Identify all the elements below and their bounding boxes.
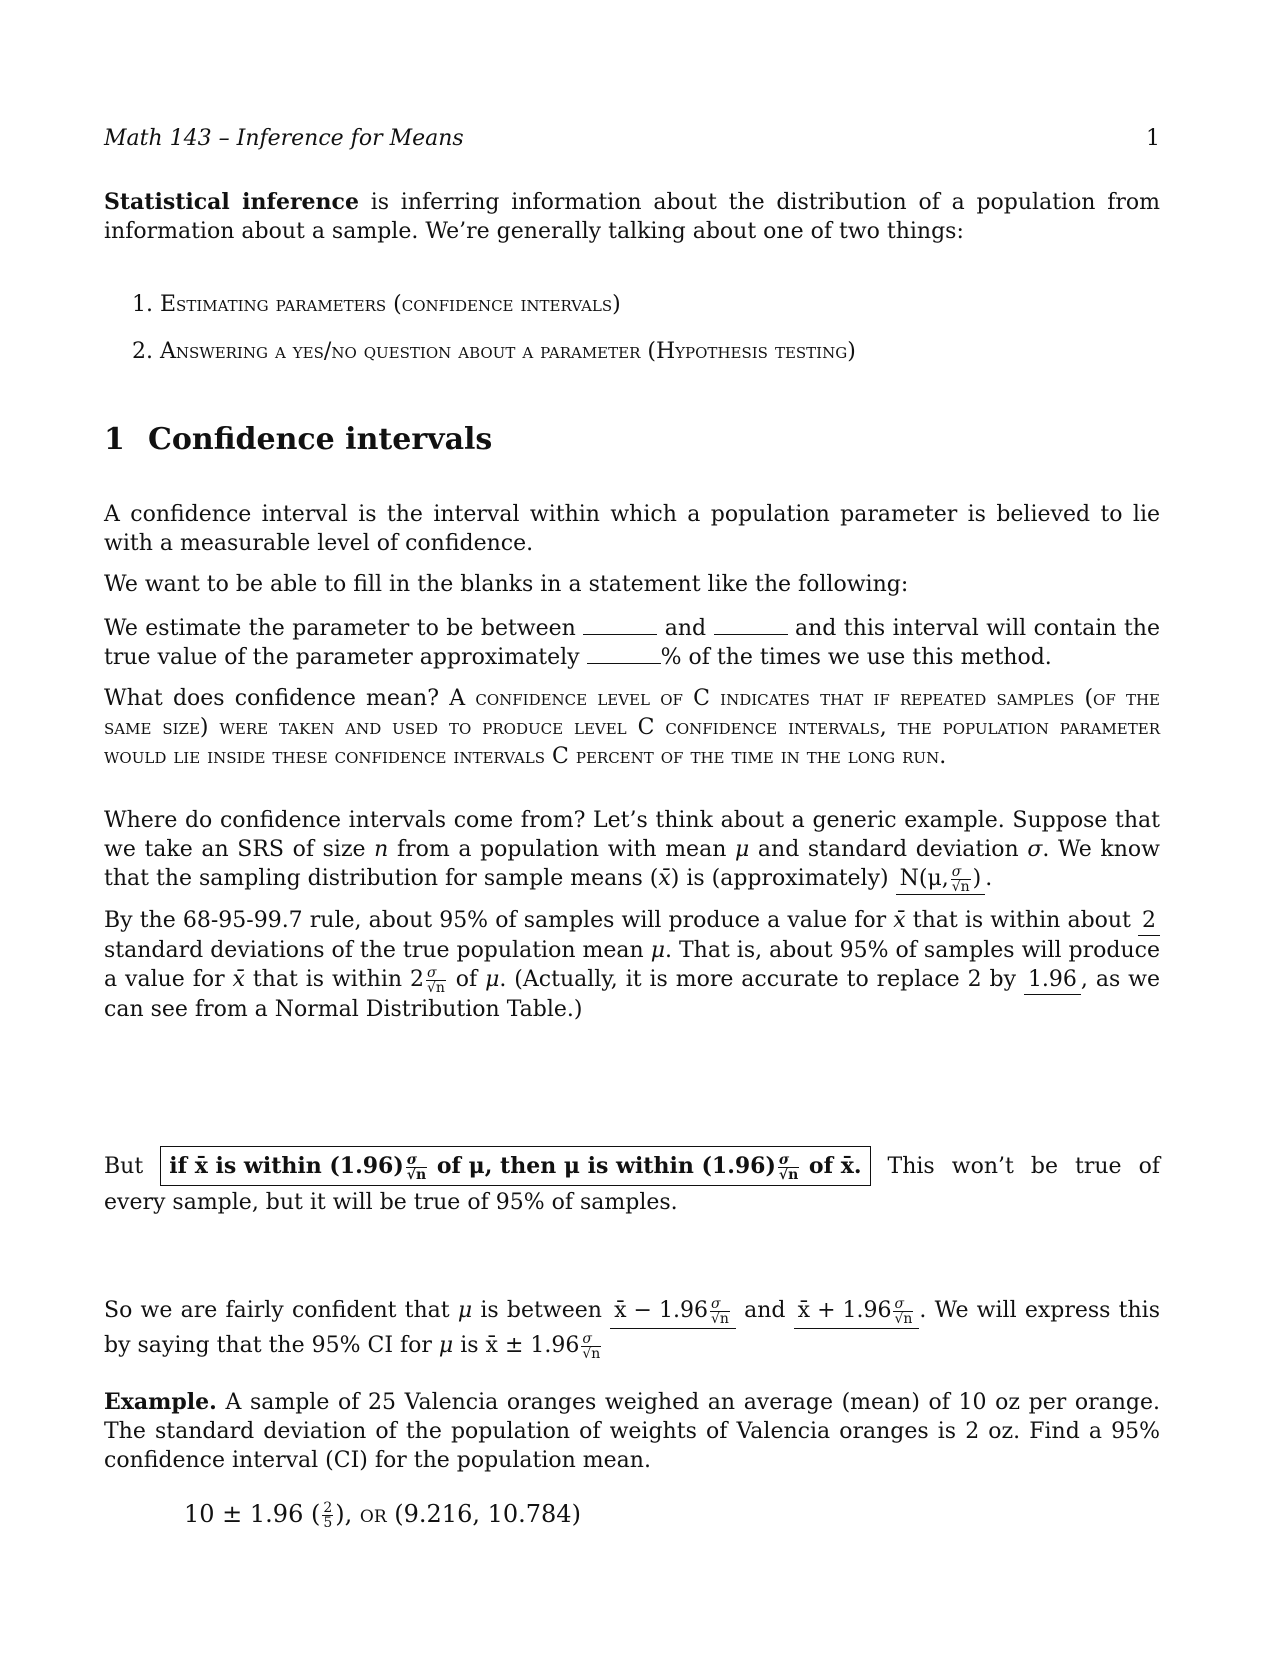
box-text-1: if x̄ is within (1.96) xyxy=(169,1153,404,1179)
solution-or: or xyxy=(359,1500,387,1528)
box-text-3: of x̄. xyxy=(801,1153,862,1179)
running-header-title: Math 143 – Inference for Means xyxy=(104,126,464,151)
confidence-answer: A confidence level of C indicates that if repeated samples (of the same size) were taken and used to produce level C confidence intervals, the population parameter would lie inside these confidence intervals C percent of the time in the long run. xyxy=(104,686,1160,769)
intro-term: Statistical inference xyxy=(104,189,359,215)
answer-upper-bound xyxy=(794,1294,920,1329)
fraction-sigma-over-root-n xyxy=(426,966,446,995)
confident-text-3: and xyxy=(735,1298,794,1323)
rule-text-5: that is within xyxy=(244,967,410,992)
confident-paragraph xyxy=(104,1294,1160,1363)
boxed-lead: But xyxy=(104,1154,161,1179)
answer-dist-prefix: N(μ, xyxy=(899,866,949,891)
page-number: 1 xyxy=(1146,126,1160,151)
rule-text-2: that is within about xyxy=(905,908,1139,933)
frac-den: √n xyxy=(778,1166,799,1183)
confident-text-5: is xyxy=(453,1333,486,1358)
boxed-statement-paragraph xyxy=(104,1146,1160,1220)
fraction-sigma-over-root-n xyxy=(893,1297,913,1326)
example-text: A sample of 25 Valencia oranges weighed an average (mean) of 10 oz per orange. The standard deviation of the population of weights of Valencia oranges is 2 oz. Find a 95% confidence interval (CI) for the population mean. xyxy=(104,1390,1160,1473)
goal-item-testing: 2. Answering a yes/no question about a parameter (Hypothesis testing) xyxy=(132,339,856,364)
blanks-text-1: We estimate the parameter to be between xyxy=(104,616,584,641)
symbol-n: n xyxy=(374,837,389,862)
section-number: 1 xyxy=(104,422,125,457)
answer-sampling-distribution xyxy=(896,864,986,895)
blanks-statement xyxy=(104,614,1160,672)
frac-den: √n xyxy=(582,1345,601,1362)
rule-text-3: standard deviations of the true population mean xyxy=(104,938,651,963)
answer-one-ninety-six: 1.96 xyxy=(1024,965,1081,995)
rule-paragraph xyxy=(104,906,1160,1024)
frac-den: √n xyxy=(894,1310,913,1327)
frac-num: σ xyxy=(893,1297,913,1312)
confident-text-2: is between xyxy=(472,1298,611,1323)
document-page xyxy=(104,0,1160,1656)
rule-text-7: . (Actually, it is more accurate to replace 2 by xyxy=(499,967,1024,992)
symbol-xbar: x̄ xyxy=(893,908,906,933)
symbol-mu: μ xyxy=(438,1333,454,1358)
goals-list xyxy=(104,290,856,384)
where-text-1: Where do confidence intervals come from? Let’s think about a generic example. Suppose that we take an SRS of size xyxy=(104,808,1160,862)
rule-text-6: of xyxy=(447,967,486,992)
frac-den: √n xyxy=(406,1166,427,1183)
blank-upper xyxy=(714,620,788,635)
frac-num: σ xyxy=(581,1332,601,1347)
frac-num: σ xyxy=(778,1153,799,1168)
blanks-text-3: and this interval will contain the true value of the parameter approximately xyxy=(104,616,1160,670)
frac-num: σ xyxy=(710,1297,730,1312)
symbol-mu: μ xyxy=(485,967,500,992)
rule-coefficient: 2 xyxy=(409,967,424,992)
frac-den: 5 xyxy=(323,1515,333,1531)
frac-num: 2 xyxy=(323,1500,333,1516)
definition-paragraph: A confidence interval is the interval within which a population parameter is believed to lie with a measurable level of confidence. xyxy=(104,502,1160,556)
fraction-sigma-over-root-n xyxy=(778,1153,799,1182)
frac-den: √n xyxy=(710,1310,729,1327)
goal-item-estimating: 1. Estimating parameters (confidence intervals) xyxy=(132,292,621,317)
confidence-meaning-paragraph xyxy=(104,684,1160,771)
blanks-intro: We want to be able to fill in the blanks in a statement like the following: xyxy=(104,572,909,597)
where-text-end: . xyxy=(985,866,993,891)
example-solution xyxy=(184,1500,1240,1530)
symbol-xbar: x̄ xyxy=(232,967,245,992)
boxed-answer xyxy=(160,1146,870,1186)
blanks-text-4: % of the times we use this method. xyxy=(660,645,1052,670)
confidence-question: What does confidence mean? xyxy=(104,686,450,711)
fraction-two-fifths xyxy=(322,1501,333,1530)
example-label: Example. xyxy=(104,1389,217,1415)
symbol-xbar: x̄ xyxy=(658,866,671,891)
answer-lower-bound xyxy=(610,1294,736,1329)
intro-paragraph xyxy=(104,188,1160,246)
intro-text: is inferring information about the distribution of a population from information about a sample. We’re generally talking about one of two things: xyxy=(104,190,1160,244)
frac-num: σ xyxy=(951,865,971,880)
where-from-paragraph xyxy=(104,806,1160,895)
fraction-sigma-over-root-n xyxy=(406,1153,427,1182)
rule-text-1: By the 68-95-99.7 rule, about 95% of samples will produce a value for xyxy=(104,908,894,933)
ci-formula: x̄ ± 1.96 xyxy=(485,1333,580,1358)
where-text-3: and standard deviation xyxy=(749,837,1028,862)
answer-two: 2 xyxy=(1138,906,1160,936)
frac-den: √n xyxy=(951,878,970,895)
frac-den: √n xyxy=(426,979,445,996)
section-heading xyxy=(104,420,1160,460)
rule-text-8: , as we can see from a Normal Distribution Table.) xyxy=(104,967,1160,1022)
fraction-sigma-over-root-n xyxy=(581,1332,601,1361)
confident-text-1: So we are fairly confident that xyxy=(104,1298,458,1323)
box-text-2: of μ, then μ is within (1.96) xyxy=(429,1153,776,1179)
rule-text-4: . That is, about 95% of samples will produce a value for xyxy=(104,938,1160,992)
example-paragraph xyxy=(104,1388,1160,1475)
solution-text-3: (9.216, 10.784) xyxy=(386,1500,581,1528)
fraction-sigma-over-root-n xyxy=(710,1297,730,1326)
answer-dist-suffix: ) xyxy=(972,866,982,891)
blanks-text-2: and xyxy=(657,616,714,641)
fraction-sigma-over-root-n xyxy=(951,865,971,894)
symbol-mu: μ xyxy=(457,1298,473,1323)
frac-num: σ xyxy=(406,1153,427,1168)
blank-percent xyxy=(587,649,661,664)
solution-text-1: 10 ± 1.96 ( xyxy=(184,1500,321,1528)
lower-bound-text: x̄ − 1.96 xyxy=(614,1298,708,1323)
frac-num: σ xyxy=(426,966,446,981)
solution-text-2: ), xyxy=(335,1500,360,1528)
section-title: Confidence intervals xyxy=(148,422,493,457)
symbol-sigma: σ xyxy=(1027,837,1043,862)
blank-lower xyxy=(583,620,657,635)
where-text-4: . We know that the sampling distribution for sample means ( xyxy=(104,837,1160,891)
where-text-2: from a population with mean xyxy=(388,837,735,862)
boxed-tail: This won’t be true of every sample, but it will be true of 95% of samples. xyxy=(104,1154,1161,1215)
symbol-mu: μ xyxy=(734,837,750,862)
upper-bound-text: x̄ + 1.96 xyxy=(797,1298,892,1323)
symbol-mu: μ xyxy=(650,938,665,963)
where-text-5: ) is (approximately) xyxy=(670,866,896,891)
confident-text-4: . We will express this by saying that the 95% CI for xyxy=(104,1298,1160,1358)
